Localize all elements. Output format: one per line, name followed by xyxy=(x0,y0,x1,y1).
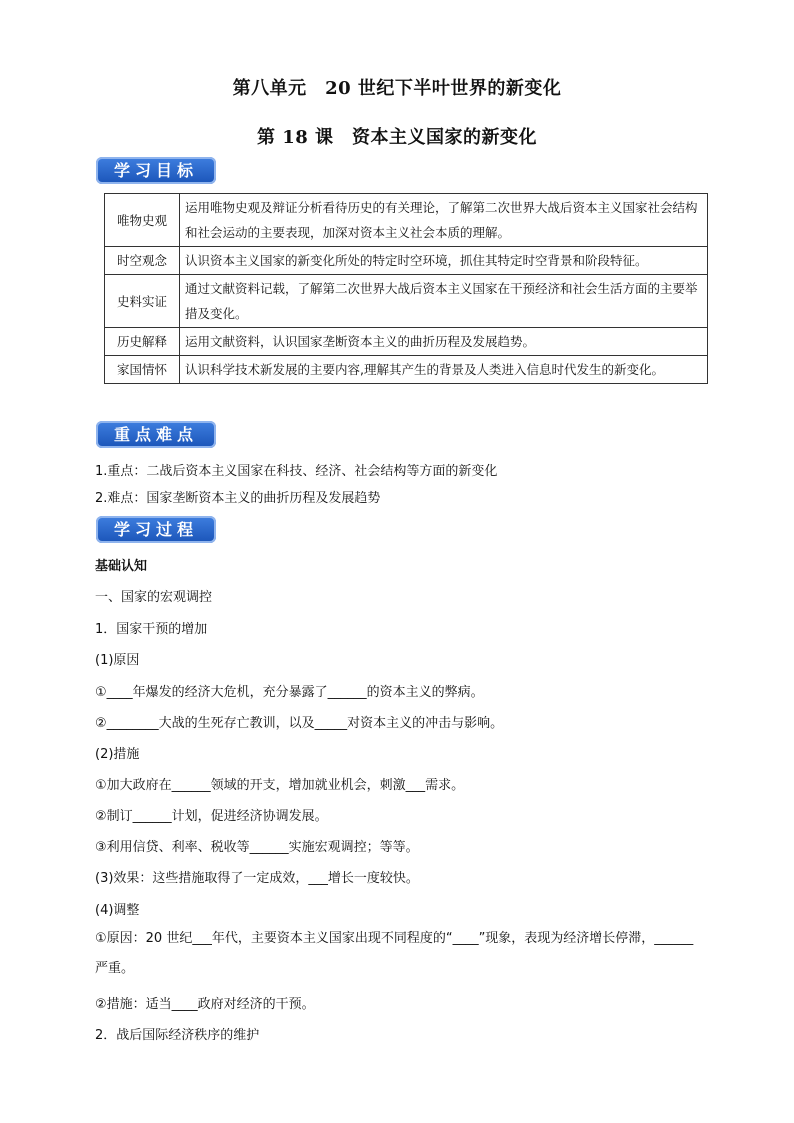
goal-key: 时空观念 xyxy=(105,247,180,275)
fill-blank-item: (3)效果：这些措施取得了一定成效，___增长一度较快。 xyxy=(95,871,419,886)
learning-goals-badge: 学习目标 xyxy=(96,157,216,184)
goal-value: 通过文献资料记载，了解第二次世界大战后资本主义国家在干预经济和社会生活方面的主要举措及变化。 xyxy=(180,275,708,328)
goal-value: 运用文献资料，认识国家垄断资本主义的曲折历程及发展趋势。 xyxy=(180,328,708,356)
goal-key: 唯物史观 xyxy=(105,194,180,247)
fill-blank-item: ②________大战的生死存亡教训，以及_____对资本主义的冲击与影响。 xyxy=(95,716,504,731)
fill-blank-item: ②制订______计划，促进经济协调发展。 xyxy=(95,809,328,824)
table-row xyxy=(105,194,708,247)
goal-key: 历史解释 xyxy=(105,328,180,356)
fill-blank-item: ③利用信贷、利率、税收等______实施宏观调控；等等。 xyxy=(95,840,419,855)
difficult-point: 2.难点：国家垄断资本主义的曲折历程及发展趋势 xyxy=(95,491,381,506)
table-row xyxy=(105,275,708,328)
learning-process-badge: 学习过程 xyxy=(96,516,216,543)
goal-value: 认识科学技术新发展的主要内容,理解其产生的背景及人类进入信息时代发生的新变化。 xyxy=(180,356,708,384)
subsection-heading: 2．战后国际经济秩序的维护 xyxy=(95,1028,260,1043)
lesson-title: 第 18 课 资本主义国家的新变化 xyxy=(256,127,538,148)
goal-value: 运用唯物史观及辩证分析看待历史的有关理论，了解第二次世界大战后资本主义国家社会结构和社会运动的主要表现，加深对资本主义社会本质的理解。 xyxy=(180,194,708,247)
goal-key: 家国情怀 xyxy=(105,356,180,384)
table-row xyxy=(105,328,708,356)
table-row xyxy=(105,247,708,275)
key-points-badge: 重点难点 xyxy=(96,421,216,448)
key-point: 1.重点：二战后资本主义国家在科技、经济、社会结构等方面的新变化 xyxy=(95,464,498,479)
learning-goals-table xyxy=(104,193,708,384)
item-heading: (1)原因 xyxy=(95,653,140,668)
table-row xyxy=(105,356,708,384)
unit-title: 第八单元 20 世纪下半叶世界的新变化 xyxy=(232,78,562,99)
goal-value: 认识资本主义国家的新变化所处的特定时空环境，抓住其特定时空背景和阶段特征。 xyxy=(180,247,708,275)
item-heading: (4)调整 xyxy=(95,903,140,918)
section-heading: 一、国家的宏观调控 xyxy=(95,590,213,605)
fill-blank-item: ①加大政府在______领域的开支，增加就业机会，刺激___需求。 xyxy=(95,778,465,793)
item-heading: (2)措施 xyxy=(95,747,140,762)
fill-blank-item: ②措施：适当____政府对经济的干预。 xyxy=(95,997,315,1012)
fill-blank-item: ①____年爆发的经济大危机，充分暴露了______的资本主义的弊病。 xyxy=(95,685,484,700)
subsection-heading: 1．国家干预的增加 xyxy=(95,622,208,637)
fill-blank-item: ①原因：20 世纪___年代，主要资本主义国家出现不同程度的“____”现象，表现为经济增长停滞，______严重。 xyxy=(95,931,694,976)
goal-key: 史料实证 xyxy=(105,275,180,328)
basic-knowledge-heading: 基础认知 xyxy=(95,559,148,574)
